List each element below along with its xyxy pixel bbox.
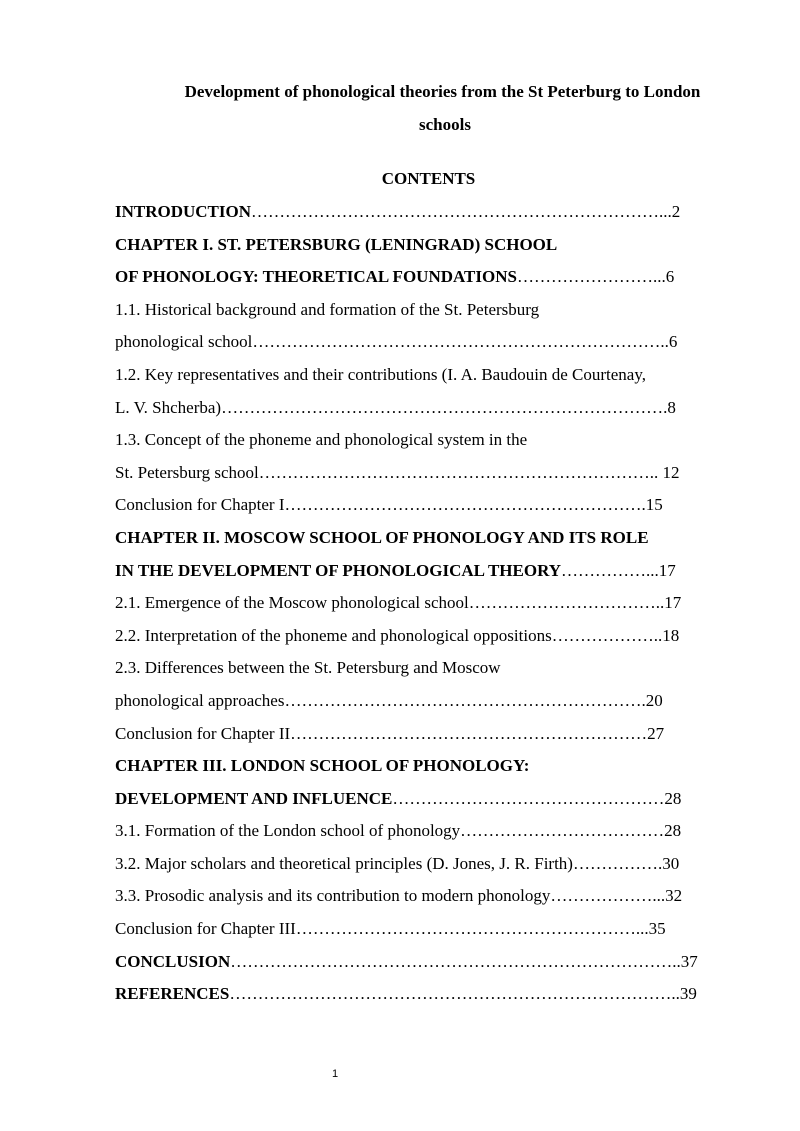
toc-leader-dots: ……………………………………………………… bbox=[290, 723, 648, 743]
toc-leader-dots: ………………………………………… bbox=[392, 788, 665, 808]
toc-entry-text: Conclusion for Chapter II bbox=[115, 723, 291, 743]
toc-page-number: 12 bbox=[662, 462, 680, 482]
table-of-contents bbox=[115, 196, 745, 1011]
toc-entry-text: 3.3. Prosodic analysis and its contribution to modern phonology bbox=[115, 886, 551, 906]
toc-page-number: 17 bbox=[658, 560, 676, 580]
toc-entry-chapter-2-line-2 bbox=[115, 555, 745, 588]
toc-entry-text: CONCLUSION bbox=[115, 951, 231, 971]
toc-entry-text: L. V. Shcherba) bbox=[115, 397, 222, 417]
toc-entry-text: St. Petersburg school bbox=[115, 462, 259, 482]
toc-entry-text: OF PHONOLOGY: THEORETICAL FOUNDATIONS bbox=[115, 267, 517, 287]
toc-entry-text: REFERENCES bbox=[115, 984, 230, 1004]
contents-heading: CONTENTS bbox=[381, 169, 476, 188]
toc-entry-conclusion bbox=[115, 946, 745, 979]
toc-entry-1-1-line-2 bbox=[115, 326, 745, 359]
toc-entry-3-1 bbox=[115, 815, 745, 848]
toc-entry-text: phonological approaches bbox=[115, 690, 285, 710]
toc-entry-text: 3.2. Major scholars and theoretical principles (D. Jones, J. R. Firth) bbox=[115, 853, 573, 873]
toc-entry-conclusion-chapter-3 bbox=[115, 913, 745, 946]
toc-entry-conclusion-chapter-2 bbox=[115, 718, 745, 751]
toc-page-number: 32 bbox=[665, 886, 683, 906]
toc-entry-conclusion-chapter-1 bbox=[115, 489, 745, 522]
toc-entry-2-3-line-1: 2.3. Differences between the St. Petersburg and Moscow bbox=[115, 658, 501, 678]
toc-leader-dots: ………………………………………………………………... bbox=[251, 202, 672, 221]
toc-leader-dots: …………………………………………………………………….. bbox=[230, 951, 681, 971]
toc-entry-1-3-line-2 bbox=[115, 457, 745, 490]
toc-leader-dots: ……………….. bbox=[551, 625, 663, 645]
toc-entry-text: 2.2. Interpretation of the phoneme and phonological oppositions bbox=[115, 625, 552, 645]
toc-entry-3-2 bbox=[115, 848, 745, 881]
toc-page-number: 6 bbox=[665, 267, 675, 287]
toc-entry-2-2 bbox=[115, 620, 745, 653]
toc-entry-text: Conclusion for Chapter I bbox=[115, 495, 285, 515]
toc-entry-2-3-line-2 bbox=[115, 685, 745, 718]
toc-page-number: 17 bbox=[664, 593, 682, 613]
document-title-line-2: schools bbox=[419, 115, 471, 134]
toc-leader-dots: ……………………………………………………... bbox=[295, 919, 649, 939]
toc-entry-text: IN THE DEVELOPMENT OF PHONOLOGICAL THEORY bbox=[115, 560, 562, 580]
toc-page-number: 8 bbox=[667, 397, 676, 417]
toc-page-number: 20 bbox=[645, 690, 663, 710]
toc-entry-text: INTRODUCTION bbox=[115, 202, 252, 221]
toc-entry-text: DEVELOPMENT AND INFLUENCE bbox=[115, 788, 393, 808]
toc-page-number: 18 bbox=[662, 625, 680, 645]
toc-leader-dots: …………………………………………………………………….. bbox=[229, 984, 680, 1004]
page-number: 1 bbox=[331, 1068, 339, 1080]
toc-entry-references bbox=[115, 978, 745, 1011]
toc-page-number: 15 bbox=[645, 495, 663, 515]
toc-entry-chapter-1-line-1: CHAPTER I. ST. PETERSBURG (LENINGRAD) SCHOOL bbox=[115, 234, 558, 254]
toc-page-number: 2 bbox=[671, 202, 681, 221]
toc-page-number: 28 bbox=[664, 788, 682, 808]
document-title-line-1: Development of phonological theories from the St Peterburg to London bbox=[184, 82, 701, 101]
toc-leader-dots: ………………... bbox=[550, 886, 666, 906]
toc-entry-text: Conclusion for Chapter III bbox=[115, 919, 296, 939]
toc-leader-dots: ……………………... bbox=[516, 267, 666, 287]
document-title bbox=[115, 75, 742, 141]
toc-entry-text: phonological school bbox=[115, 332, 253, 352]
toc-leader-dots: …………………………….. bbox=[468, 593, 665, 613]
toc-leader-dots: ……………………………………………………………………. bbox=[221, 397, 668, 417]
toc-page-number: 28 bbox=[664, 821, 682, 841]
toc-entry-1-2-line-1: 1.2. Key representatives and their contributions (I. A. Baudouin de Courtenay, bbox=[115, 364, 646, 384]
toc-entry-chapter-3-line-2 bbox=[115, 783, 745, 816]
toc-leader-dots: …………………………………………………………….. bbox=[258, 462, 663, 482]
toc-entry-chapter-2-line-1: CHAPTER II. MOSCOW SCHOOL OF PHONOLOGY AND ITS ROLE bbox=[115, 527, 649, 547]
toc-page-number: 6 bbox=[668, 332, 678, 352]
toc-leader-dots: ………………………………………………………. bbox=[284, 495, 646, 515]
toc-leader-dots: ……………………………………………………………….. bbox=[252, 332, 669, 352]
toc-page-number: 35 bbox=[648, 919, 666, 939]
toc-entry-introduction bbox=[115, 196, 745, 229]
toc-entry-chapter-3-line-1: CHAPTER III. LONDON SCHOOL OF PHONOLOGY: bbox=[115, 756, 530, 776]
toc-leader-dots: ……………... bbox=[561, 560, 659, 580]
toc-page-number: 30 bbox=[662, 853, 680, 873]
toc-entry-1-1-line-1: 1.1. Historical background and formation of the St. Petersburg bbox=[115, 299, 540, 319]
toc-leader-dots: ……………………………… bbox=[460, 821, 665, 841]
toc-entry-chapter-1-line-2 bbox=[115, 261, 745, 294]
toc-entry-3-3 bbox=[115, 880, 745, 913]
toc-entry-1-2-line-2 bbox=[115, 392, 745, 425]
toc-entry-text: 2.1. Emergence of the Moscow phonological school bbox=[115, 593, 469, 613]
toc-page-number: 37 bbox=[680, 951, 698, 971]
toc-entry-text: 3.1. Formation of the London school of phonology bbox=[115, 821, 461, 841]
toc-leader-dots: ………………………………………………………. bbox=[284, 690, 646, 710]
toc-leader-dots: ……………. bbox=[572, 853, 663, 873]
toc-page-number: 27 bbox=[647, 723, 665, 743]
toc-entry-1-3-line-1: 1.3. Concept of the phoneme and phonological system in the bbox=[115, 430, 528, 450]
toc-entry-2-1 bbox=[115, 587, 745, 620]
toc-page-number: 39 bbox=[679, 984, 697, 1004]
